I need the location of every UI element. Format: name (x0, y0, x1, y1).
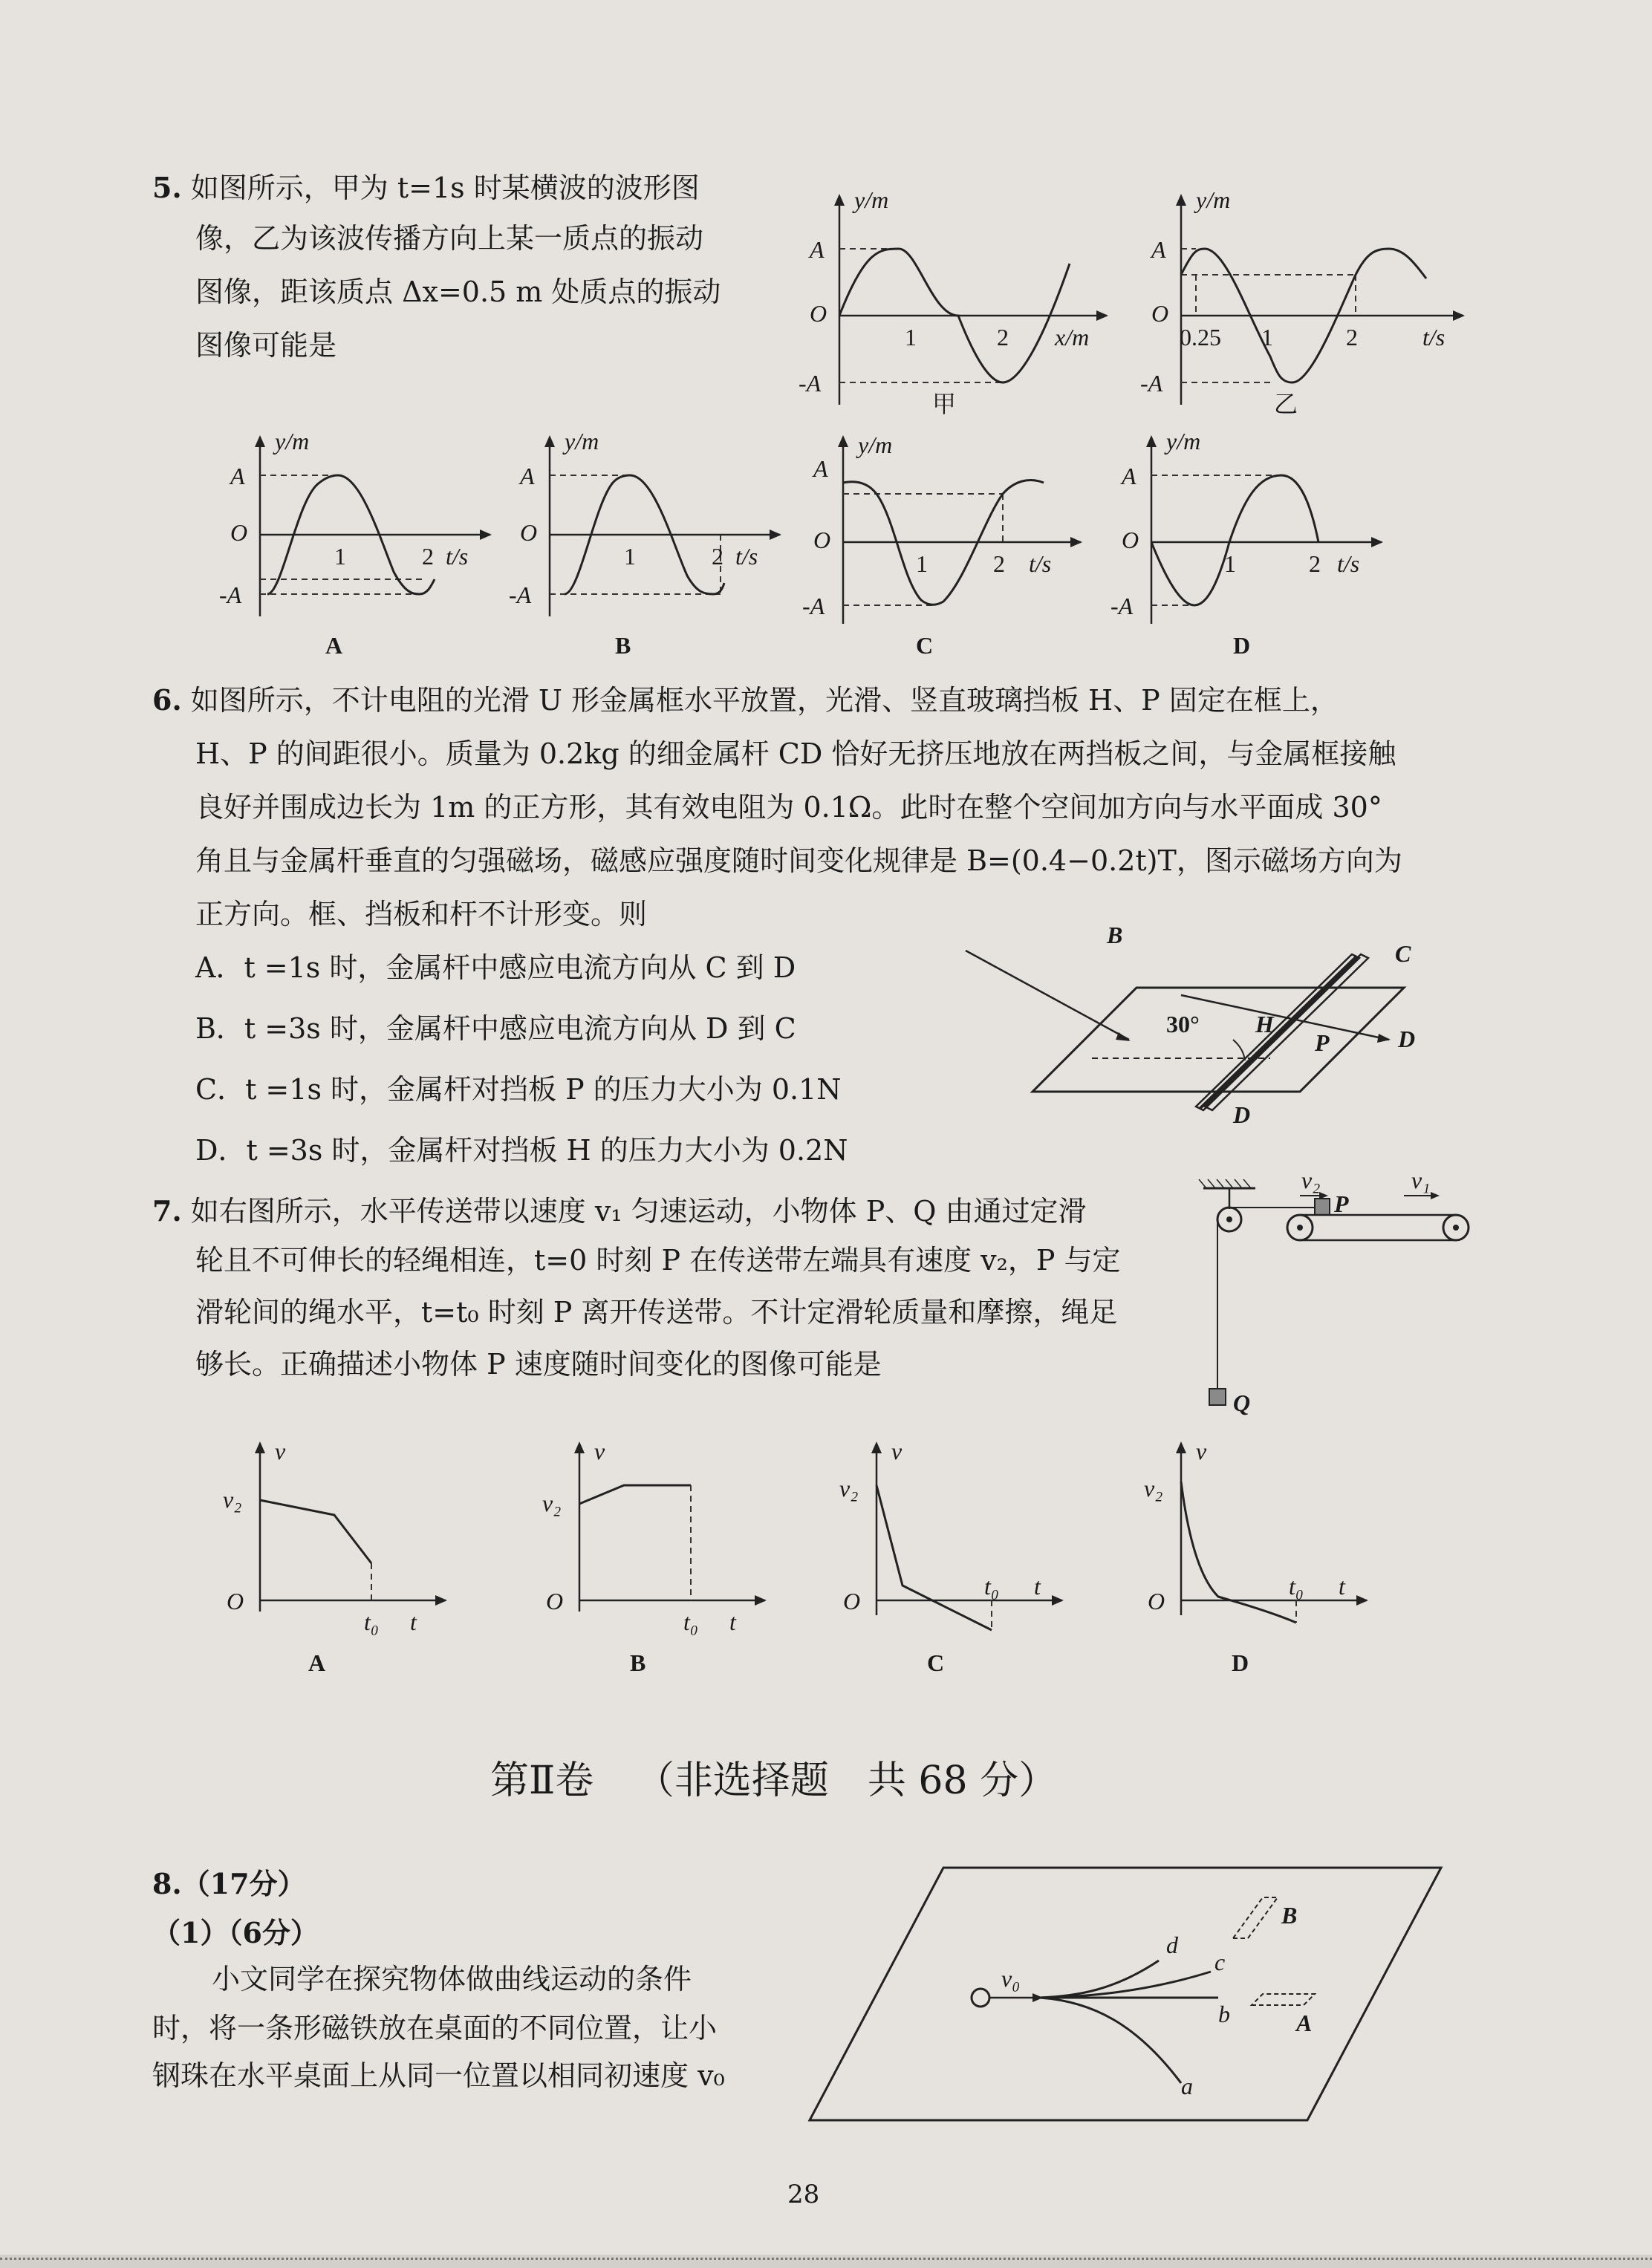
q8-figure (795, 1860, 1448, 2128)
tick-0-25: 0.25 (1180, 324, 1221, 351)
neg-amp-label: -A (1110, 593, 1134, 619)
path-c (1040, 1972, 1211, 1998)
tick-1: 1 (1261, 324, 1273, 351)
graph-label: 甲 (932, 390, 957, 418)
block-q (1209, 1389, 1226, 1405)
page-number: 28 (787, 2180, 820, 2209)
table-surface (810, 1868, 1441, 2120)
q6-line-4: 角且与金属杆垂直的匀强磁场，磁感应强度随时间变化规律是 B=(0.4−0.2t)T，图示磁场方向为 (195, 844, 1402, 877)
tick-1: 1 (624, 543, 636, 570)
label-d: d (1166, 1932, 1178, 1958)
q7-option-c (832, 1437, 1077, 1675)
option-label: A (308, 1649, 326, 1676)
label-d: D (1233, 1101, 1251, 1128)
velocity-curve (579, 1485, 691, 1504)
q5-option-c (802, 431, 1088, 668)
label-h: H (1255, 1011, 1274, 1037)
amp-label: A (1122, 463, 1136, 489)
q6-choice-d: D．t =3s 时，金属杆对挡板 H 的压力大小为 0.2N (195, 1134, 848, 1167)
velocity-curve (260, 1500, 371, 1563)
option-label: A (325, 632, 343, 659)
origin-label: O (520, 519, 538, 546)
ylabel: y/m (1196, 186, 1231, 213)
velocity-curve (877, 1485, 992, 1630)
t0-label: t₀ (364, 1609, 380, 1635)
tick-2: 2 (997, 324, 1009, 351)
v2-label: v₂ (839, 1475, 859, 1502)
v1-label: v₁ (1411, 1167, 1431, 1193)
q6-choice-a: A．t =1s 时，金属杆中感应电流方向从 C 到 D (195, 951, 796, 984)
q6-number: 6. (152, 683, 182, 717)
xlabel: t/s (1029, 550, 1052, 577)
q5-line-3: 图像，距该质点 Δx=0.5 m 处质点的振动 (195, 276, 721, 308)
tick-2: 2 (1346, 324, 1358, 351)
rod-cd (1200, 957, 1356, 1108)
xlabel: t/s (735, 543, 758, 570)
amp-label: A (813, 455, 828, 482)
v2-label: v₂ (1301, 1167, 1321, 1193)
origin-label: O (813, 527, 831, 553)
q7-line-2: 轮且不可伸长的轻绳相连，t=0 时刻 P 在传送带左端具有速度 v₂，P 与定 (195, 1244, 1121, 1277)
q7-number: 7. (152, 1194, 182, 1228)
q7-option-b (535, 1437, 780, 1675)
q6-line-2: H、P 的间距很小。质量为 0.2kg 的细金属杆 CD 恰好无挤压地放在两挡板之间，与金属框接触 (195, 737, 1396, 770)
t-label: t (729, 1609, 736, 1635)
q5-option-a (215, 428, 498, 668)
field-line (966, 951, 1129, 1040)
page-bottom-perforation (0, 2258, 1652, 2262)
v2-label: v₂ (542, 1490, 562, 1516)
amp-label: A (810, 236, 825, 263)
xlabel: t/s (1337, 550, 1360, 577)
section-title-sub: （非选择题 共 68 分） (635, 1759, 1058, 1803)
q7-line-4: 够长。正确描述小物体 P 速度随时间变化的图像可能是 (195, 1348, 882, 1381)
q8-subpart: （1）（6分） (152, 1916, 319, 1949)
t0-label: t₀ (683, 1609, 699, 1635)
tick-1: 1 (905, 324, 917, 351)
tick-1: 1 (1224, 550, 1236, 577)
q6-line-1 (152, 682, 1339, 719)
v-label: v (275, 1438, 286, 1464)
xlabel: x/m (1055, 324, 1090, 351)
glass-plate-p (1205, 954, 1368, 1110)
label-b: b (1218, 2001, 1230, 2027)
ylabel: y/m (275, 428, 310, 454)
q6-text: 如图所示，不计电阻的光滑 U 形金属框水平放置，光滑、竖直玻璃挡板 H、P 固定在框上， (190, 684, 1339, 717)
option-label: B (630, 1649, 646, 1676)
q6-line-5: 正方向。框、挡板和杆不计形变。则 (195, 898, 648, 931)
wave-curve (1151, 475, 1318, 605)
path-a (1040, 1998, 1181, 2083)
label-c: c (1214, 1949, 1226, 1975)
q5-option-d (1107, 428, 1389, 668)
ylabel: y/m (1166, 428, 1201, 454)
magnet-a (1252, 1994, 1315, 2005)
option-label: D (1233, 632, 1251, 659)
q7-text: 如右图所示，水平传送带以速度 v₁ 匀速运动，小物体 P、Q 由通过定滑 (190, 1195, 1087, 1228)
option-label: C (916, 632, 934, 659)
t-label: t (410, 1609, 417, 1635)
option-label: B (615, 632, 631, 659)
steel-ball (972, 1989, 989, 2007)
origin-label: O (843, 1588, 861, 1614)
tick-2: 2 (712, 543, 723, 570)
option-label: D (1232, 1649, 1249, 1676)
t-label: t (1339, 1573, 1345, 1600)
q6-choice-b: B．t =3s 时，金属杆中感应电流方向从 D 到 C (195, 1012, 796, 1045)
q5-graph-jia (787, 186, 1114, 420)
q5-line-4: 图像可能是 (195, 329, 337, 362)
origin-label: O (1122, 527, 1139, 553)
field-line (1181, 995, 1389, 1040)
tick-2: 2 (993, 550, 1005, 577)
v-label: v (891, 1438, 903, 1464)
option-label: C (927, 1649, 945, 1676)
origin-label: O (1151, 300, 1169, 327)
xlabel: t/s (1422, 324, 1446, 351)
xlabel: t/s (446, 543, 469, 570)
neg-amp-label: -A (509, 581, 532, 608)
q8-number: 8.（17分） (152, 1867, 306, 1900)
magnet-b (1233, 1897, 1278, 1938)
origin-label: O (230, 519, 248, 546)
v2-label: v₂ (1144, 1475, 1163, 1502)
ylabel: y/m (858, 431, 893, 458)
q7-line-3: 滑轮间的绳水平，t=t₀ 时刻 P 离开传送带。不计定滑轮质量和摩擦，绳足 (195, 1296, 1118, 1329)
label-b: B (1107, 922, 1123, 948)
label-d-right: D (1398, 1026, 1416, 1052)
q7-option-d (1136, 1437, 1382, 1675)
q7-figure (1188, 1166, 1478, 1433)
graph-label: 乙 (1274, 390, 1298, 418)
t0-label: t₀ (1289, 1573, 1304, 1600)
q-label: Q (1233, 1389, 1251, 1416)
v-label: v (594, 1438, 605, 1464)
q5-line-1 (152, 169, 700, 206)
amp-label: A (230, 463, 245, 489)
label-c: C (1395, 940, 1411, 967)
label-a: a (1181, 2073, 1193, 2099)
label-p: P (1315, 1029, 1330, 1056)
neg-amp-label: -A (802, 593, 825, 619)
ylabel: y/m (854, 186, 889, 213)
tick-2: 2 (1309, 550, 1321, 577)
q8-line-2: 时，将一条形磁铁放在桌面的不同位置，让小 (152, 2012, 718, 2044)
block-p (1315, 1199, 1330, 1215)
angle-label: 30° (1166, 1011, 1200, 1037)
tick-2: 2 (422, 543, 434, 570)
amp-label: A (520, 463, 535, 489)
origin-label: O (546, 1588, 564, 1614)
magnet-label-b: B (1281, 1902, 1298, 1929)
v-label: v (1196, 1438, 1207, 1464)
magnet-label-a: A (1296, 2010, 1313, 2036)
tick-1: 1 (916, 550, 928, 577)
q8-line-1: 小文同学在探究物体做曲线运动的条件 (212, 1963, 692, 1995)
p-label: P (1334, 1190, 1349, 1217)
q5-text: 如图所示，甲为 t=1s 时某横波的波形图 (190, 172, 700, 204)
q5-number: 5. (152, 171, 182, 204)
origin-label: O (810, 300, 827, 327)
origin-label: O (227, 1588, 244, 1614)
q6-figure (943, 922, 1419, 1128)
q7-line-1 (152, 1193, 1087, 1230)
tick-1: 1 (334, 543, 346, 570)
section-title-main: 第Ⅱ卷 (490, 1759, 594, 1803)
origin-label: O (1148, 1588, 1165, 1614)
v0-label: v₀ (1001, 1965, 1021, 1992)
q5-line-2: 像，乙为该波传播方向上某一质点的振动 (195, 222, 704, 255)
t-label: t (1034, 1573, 1041, 1600)
neg-amp-label: -A (219, 581, 242, 608)
t0-label: t₀ (984, 1573, 1000, 1600)
v2-label: v₂ (223, 1486, 242, 1513)
q6-line-3: 良好并围成边长为 1m 的正方形，其有效电阻为 0.1Ω。此时在整个空间加方向与水平面成 30° (195, 791, 1382, 824)
q6-choice-c: C．t =1s 时，金属杆对挡板 P 的压力大小为 0.1N (195, 1073, 842, 1106)
ylabel: y/m (565, 428, 599, 454)
section-title (490, 1749, 1057, 1805)
neg-amp-label: -A (799, 370, 822, 397)
amp-label: A (1151, 236, 1166, 263)
q7-option-a (215, 1437, 461, 1675)
path-d (1040, 1961, 1159, 1998)
q8-line-3: 钢珠在水平桌面上从同一位置以相同初速度 v₀ (152, 2059, 725, 2092)
neg-amp-label: -A (1140, 370, 1163, 397)
velocity-curve (1181, 1482, 1296, 1623)
q5-graph-yi (1140, 186, 1471, 420)
q5-option-b (505, 428, 787, 668)
